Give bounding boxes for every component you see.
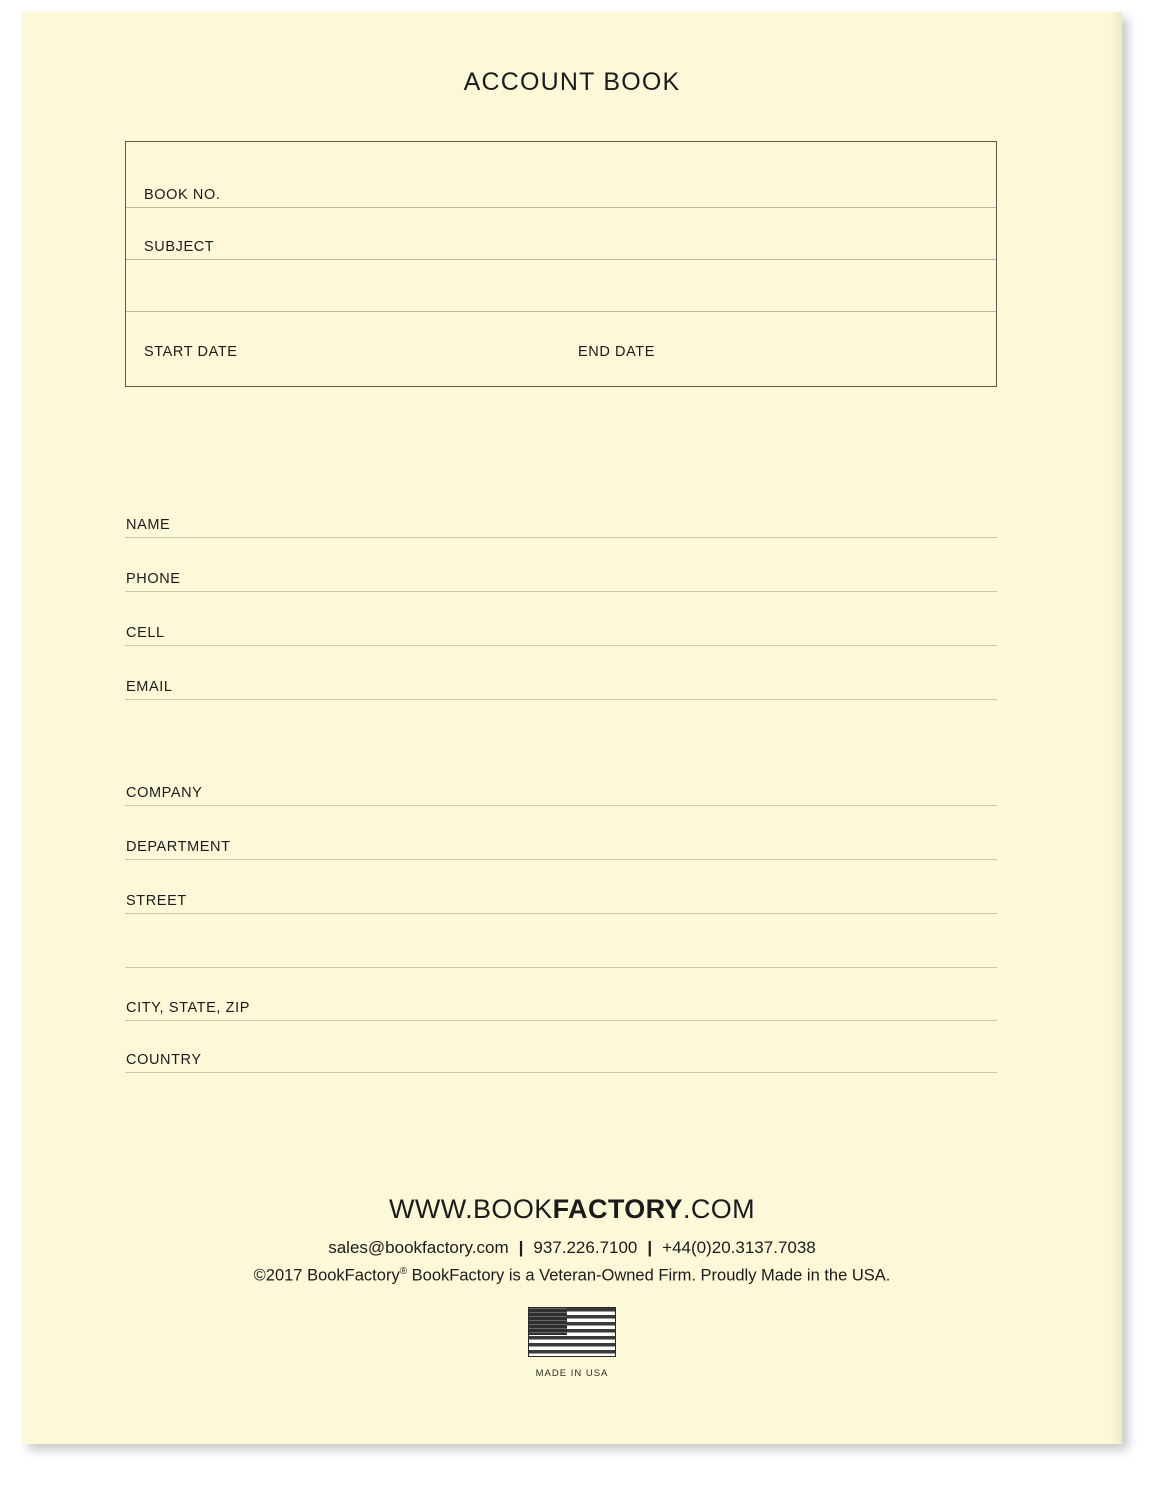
phone-input-line[interactable] [125,591,997,592]
support-email[interactable]: sales@bookfactory.com [328,1238,509,1257]
contact-line [22,1238,1122,1258]
phone-us[interactable]: 937.226.7100 [533,1238,638,1257]
flag-canton [529,1308,567,1335]
company-input-line[interactable] [125,805,997,806]
end-date-label: END DATE [578,344,656,360]
company-label: COMPANY [126,785,203,801]
page-title: ACCOUNT BOOK [463,68,681,96]
city-state-zip-input-line[interactable] [125,1020,997,1021]
street-label: STREET [126,893,187,909]
country-input-line[interactable] [125,1072,997,1073]
url-suffix: .COM [682,1194,756,1224]
name-input-line[interactable] [125,537,997,538]
url-bold: FACTORY [552,1194,683,1224]
website-url[interactable] [22,1194,1122,1225]
flag-caption: MADE IN USA [535,1368,609,1379]
city-state-zip-label: CITY, STATE, ZIP [126,1000,251,1016]
street-input-line[interactable] [125,913,997,914]
url-prefix: WWW.BOOK [388,1194,553,1224]
account-book-page [22,12,1122,1444]
cell-label: CELL [126,625,165,641]
copyright-rest: BookFactory is a Veteran-Owned Firm. Proudly Made in the USA. [407,1266,891,1285]
email-label: EMAIL [126,679,173,695]
subject-continuation-row[interactable] [126,260,996,312]
book-no-label: BOOK NO. [144,187,221,203]
footer [22,1194,1122,1286]
usa-flag-icon [528,1307,616,1357]
country-label: COUNTRY [126,1052,202,1068]
book-header-box [125,141,997,387]
registered-mark: ® [399,1266,408,1277]
phone-label: PHONE [126,571,181,587]
subject-row[interactable] [126,208,996,260]
email-input-line[interactable] [125,699,997,700]
subject-label: SUBJECT [144,239,215,255]
street-line2-input-line[interactable] [125,967,997,968]
dates-row[interactable] [126,312,996,364]
separator-1: | [518,1238,524,1257]
separator-2: | [647,1238,653,1257]
made-in-usa-block [22,1307,1122,1379]
book-no-row[interactable] [126,142,996,208]
phone-intl[interactable]: +44(0)20.3137.7038 [662,1238,816,1257]
start-date-label: START DATE [144,344,238,360]
department-label: DEPARTMENT [126,839,231,855]
name-label: NAME [126,517,171,533]
copyright-line [22,1266,1122,1286]
copyright-text: ©2017 BookFactory [253,1266,400,1285]
cell-input-line[interactable] [125,645,997,646]
department-input-line[interactable] [125,859,997,860]
